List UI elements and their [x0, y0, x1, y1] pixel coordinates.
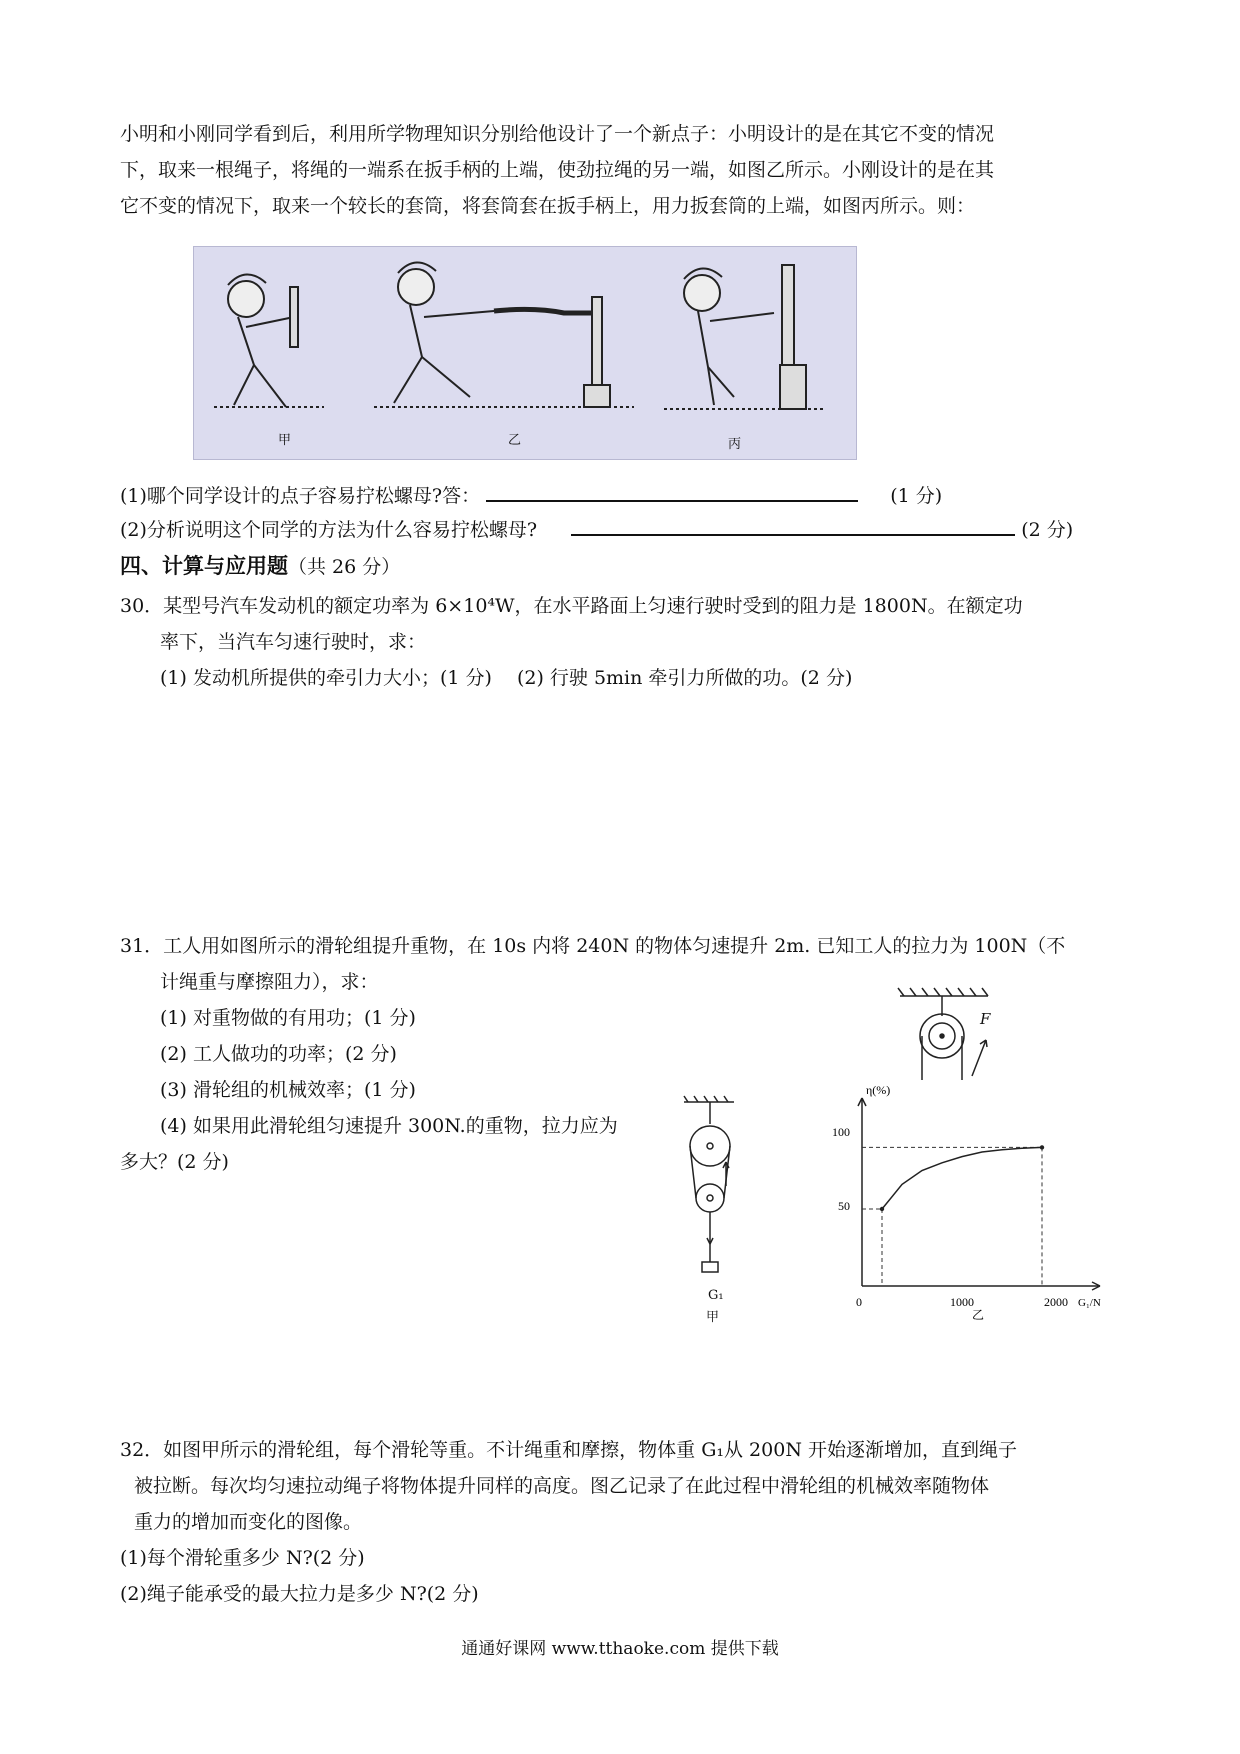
weight-label-g1: G₁ [708, 1288, 724, 1303]
single-pulley-drawing [894, 980, 996, 1082]
figure-label-yi: 乙 [508, 433, 522, 448]
figure-label-jia-2: 甲 [706, 1310, 720, 1325]
x-axis-label: G₁/N [1078, 1297, 1101, 1309]
data-point [1040, 1145, 1044, 1149]
q31-line-2: 计绳重与摩擦阻力），求： [160, 971, 379, 993]
efficiency-chart [826, 1072, 1126, 1320]
y-tick-100: 100 [832, 1125, 850, 1139]
q30-line-2: 率下，当汽车匀速行驶时，求： [160, 631, 427, 653]
q29-answer-blank-2[interactable] [571, 516, 1015, 536]
q29-part-2: (2)分析说明这个同学的方法为什么容易拧松螺母? (2 分) [120, 512, 1073, 548]
q32-pulley-figure [680, 1094, 740, 1324]
q31-item-4-continued: 多大？(2 分) [120, 1151, 229, 1173]
page-footer: 通通好课网 www.tthaoke.com 提供下载 [461, 1639, 779, 1659]
q30-line-1: 30．某型号汽车发动机的额定功率为 6×10⁴W，在水平路面上匀速行驶时受到的阻力是 1800N。在额定功 [120, 595, 1023, 617]
q31-line-1: 31．工人用如图所示的滑轮组提升重物，在 10s 内将 240N 的物体匀速提升 2m. 已知工人的拉力为 100N（不 [120, 935, 1066, 957]
q32-line-3: 重力的增加而变化的图像。 [134, 1511, 363, 1533]
q31-item-1: (1) 对重物做的有用功；(1 分) [160, 1007, 416, 1029]
force-label-f: F [980, 1010, 991, 1028]
wrench-illustration [193, 246, 857, 460]
y-tick-50: 50 [838, 1199, 850, 1213]
q30-line-3: (1) 发动机所提供的牵引力大小；(1 分) (2) 行驶 5min 牵引力所做的功。(2 分) [160, 667, 853, 689]
q32-item-2: (2)绳子能承受的最大拉力是多少 N?(2 分) [120, 1583, 479, 1605]
q31-item-3: (3) 滑轮组的机械效率；(1 分) [160, 1079, 416, 1101]
x-tick-0: 0 [856, 1295, 862, 1309]
intro-line-3: 它不变的情况下，取来一个较长的套筒，将套筒套在扳手柄上，用力扳套筒的上端，如图丙所示。则： [120, 195, 976, 217]
wrench-drawing [194, 247, 856, 459]
q31-pulley-figure [894, 980, 996, 1082]
q29-answer-blank-1[interactable] [486, 482, 858, 502]
section-heading: 四、计算与应用题（共 26 分） [120, 553, 401, 578]
data-point [880, 1207, 884, 1211]
efficiency-curve [882, 1147, 1042, 1209]
intro-line-1: 小明和小刚同学看到后，利用所学物理知识分别给他设计了一个新点子：小明设计的是在其它不变的情况 [120, 123, 995, 145]
q29-part-1: (1)哪个同学设计的点子容易拧松螺母?答： (1 分) [120, 478, 942, 514]
intro-line-2: 下，取来一根绳子，将绳的一端系在扳手柄的上端，使劲拉绳的另一端，如图乙所示。小刚设计的是在其 [120, 159, 995, 181]
figure-label-jia: 甲 [278, 433, 292, 448]
q31-item-4: (4) 如果用此滑轮组匀速提升 300N.的重物，拉力应为 [160, 1115, 618, 1137]
pulley-block-drawing [680, 1094, 740, 1290]
q31-item-2: (2) 工人做功的功率；(2 分) [160, 1043, 397, 1065]
chart-label-yi: 乙 [972, 1308, 985, 1320]
x-tick-2000: 2000 [1044, 1295, 1068, 1309]
q32-line-2: 被拉断。每次均匀速拉动绳子将物体提升同样的高度。图乙记录了在此过程中滑轮组的机械效率随物体 [134, 1475, 990, 1497]
y-axis-label: η(%) [866, 1083, 891, 1097]
efficiency-chart-svg [826, 1072, 1126, 1320]
x-tick-1000: 1000 [950, 1295, 974, 1309]
q32-line-1: 32．如图甲所示的滑轮组，每个滑轮等重。不计绳重和摩擦，物体重 G₁从 200N 开始逐渐增加，直到绳子 [120, 1439, 1017, 1461]
q32-item-1: (1)每个滑轮重多少 N?(2 分) [120, 1547, 365, 1569]
figure-label-bing: 丙 [728, 437, 742, 452]
